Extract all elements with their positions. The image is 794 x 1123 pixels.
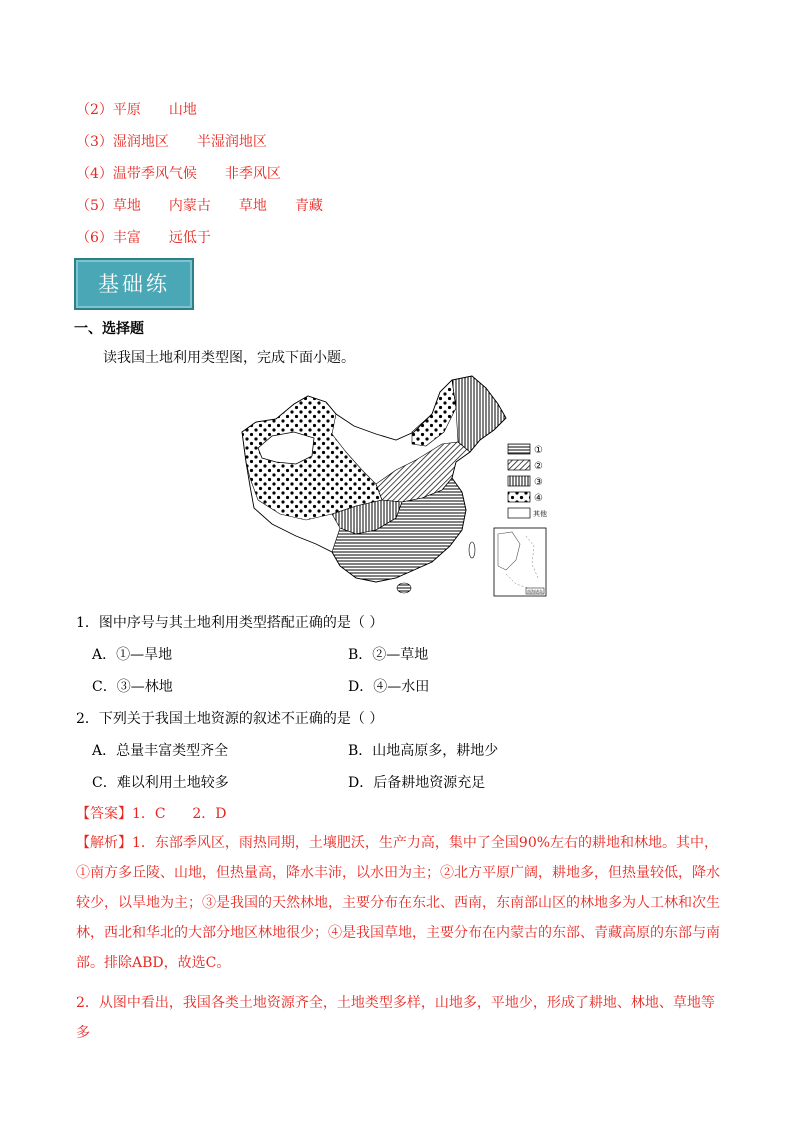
legend-label: ② xyxy=(534,461,543,472)
answer-block xyxy=(76,803,226,823)
map-inset xyxy=(494,528,546,596)
land-use-map xyxy=(236,374,552,600)
question-intro: 读我国土地利用类型图，完成下面小题。 xyxy=(103,350,355,366)
analysis-paragraph-2: 2．从图中看出，我国各类土地资源齐全，土地类型多样，山地多，平地少，形成了耕地、林地、草地等多 xyxy=(76,995,715,1041)
question-2-option-d[interactable]: D．后备耕地资源充足 xyxy=(348,775,486,791)
question-1-option-d[interactable]: D．④—水田 xyxy=(348,679,430,695)
answer-item: 草地 xyxy=(112,198,141,214)
question-2-option-b[interactable]: B．山地高原多，耕地少 xyxy=(348,743,499,759)
answer-item: 远低于 xyxy=(168,230,211,246)
map-taiwan xyxy=(469,542,475,558)
question-1-option-a[interactable]: A．①—旱地 xyxy=(92,647,173,663)
legend-label: ① xyxy=(534,445,543,456)
answer-item: 温带季风气候 xyxy=(112,166,197,182)
legend-label: 其他 xyxy=(533,510,547,518)
inset-label: 南海诸岛 xyxy=(527,589,543,594)
question-2-option-a[interactable]: A．总量丰富类型齐全 xyxy=(92,743,229,759)
answer-item: 半湿润地区 xyxy=(196,134,267,150)
map-legend xyxy=(508,444,547,518)
answer-item: 草地 xyxy=(238,198,267,214)
answer-line-4: （4）温带季风气候 非季风区 xyxy=(76,166,281,182)
section-banner xyxy=(74,258,194,310)
answer-text: 1．C 2．D xyxy=(132,806,227,822)
answer-item: 青藏 xyxy=(294,198,323,214)
answer-item: 山地 xyxy=(168,102,197,118)
answer-line-2: （2）平原 山地 xyxy=(76,102,197,118)
map-region-3-ne xyxy=(452,376,506,452)
question-1-option-c[interactable]: C．③—林地 xyxy=(92,679,173,695)
legend-label: ③ xyxy=(534,477,543,488)
legend-label: ④ xyxy=(534,493,543,504)
answer-label: 【答案】 xyxy=(76,806,132,822)
section-title: 一、选择题 xyxy=(74,321,144,337)
answer-item: 丰富 xyxy=(112,230,141,246)
question-2-stem: 2．下列关于我国土地资源的叙述不正确的是（ ） xyxy=(76,711,384,727)
question-1-option-b[interactable]: B．②—草地 xyxy=(348,647,429,663)
question-1-stem: 1．图中序号与其土地利用类型搭配正确的是（ ） xyxy=(76,615,384,631)
answer-item: 非季风区 xyxy=(224,166,281,182)
map-hainan xyxy=(397,583,411,593)
answer-line-3: （3）湿润地区 半湿润地区 xyxy=(76,134,267,150)
analysis-label: 【解析】 xyxy=(76,835,132,851)
analysis-text-1: 1．东部季风区，雨热同期，土壤肥沃，生产力高，集中了全国90%左右的耕地和林地。其中，①南方多丘陵、山地，但热量高，降水丰沛，以水田为主；②北方平原广阔，耕地多，但热量较低，降水较少，以旱地为主；③是我国的天然林地，主要分布在东北、西南，东南部山区的林地多为人工林和次生林，西北和华北的大部分地区林地很少；④是我国草地，主要分布在内蒙古的东部、青藏高原的东部与南部。排除ABD，故选C。 xyxy=(76,835,720,971)
answer-item: 湿润地区 xyxy=(112,134,169,150)
analysis-paragraph-1 xyxy=(76,828,726,978)
question-2-option-c[interactable]: C．难以利用土地较多 xyxy=(92,775,229,791)
banner-title: 基础练 xyxy=(98,272,170,296)
answer-line-6: （6）丰富 远低于 xyxy=(76,230,211,246)
answer-item: 平原 xyxy=(112,102,141,118)
answer-line-5: （5）草地 内蒙古 草地 青藏 xyxy=(76,198,323,214)
answer-item: 内蒙古 xyxy=(168,198,211,214)
